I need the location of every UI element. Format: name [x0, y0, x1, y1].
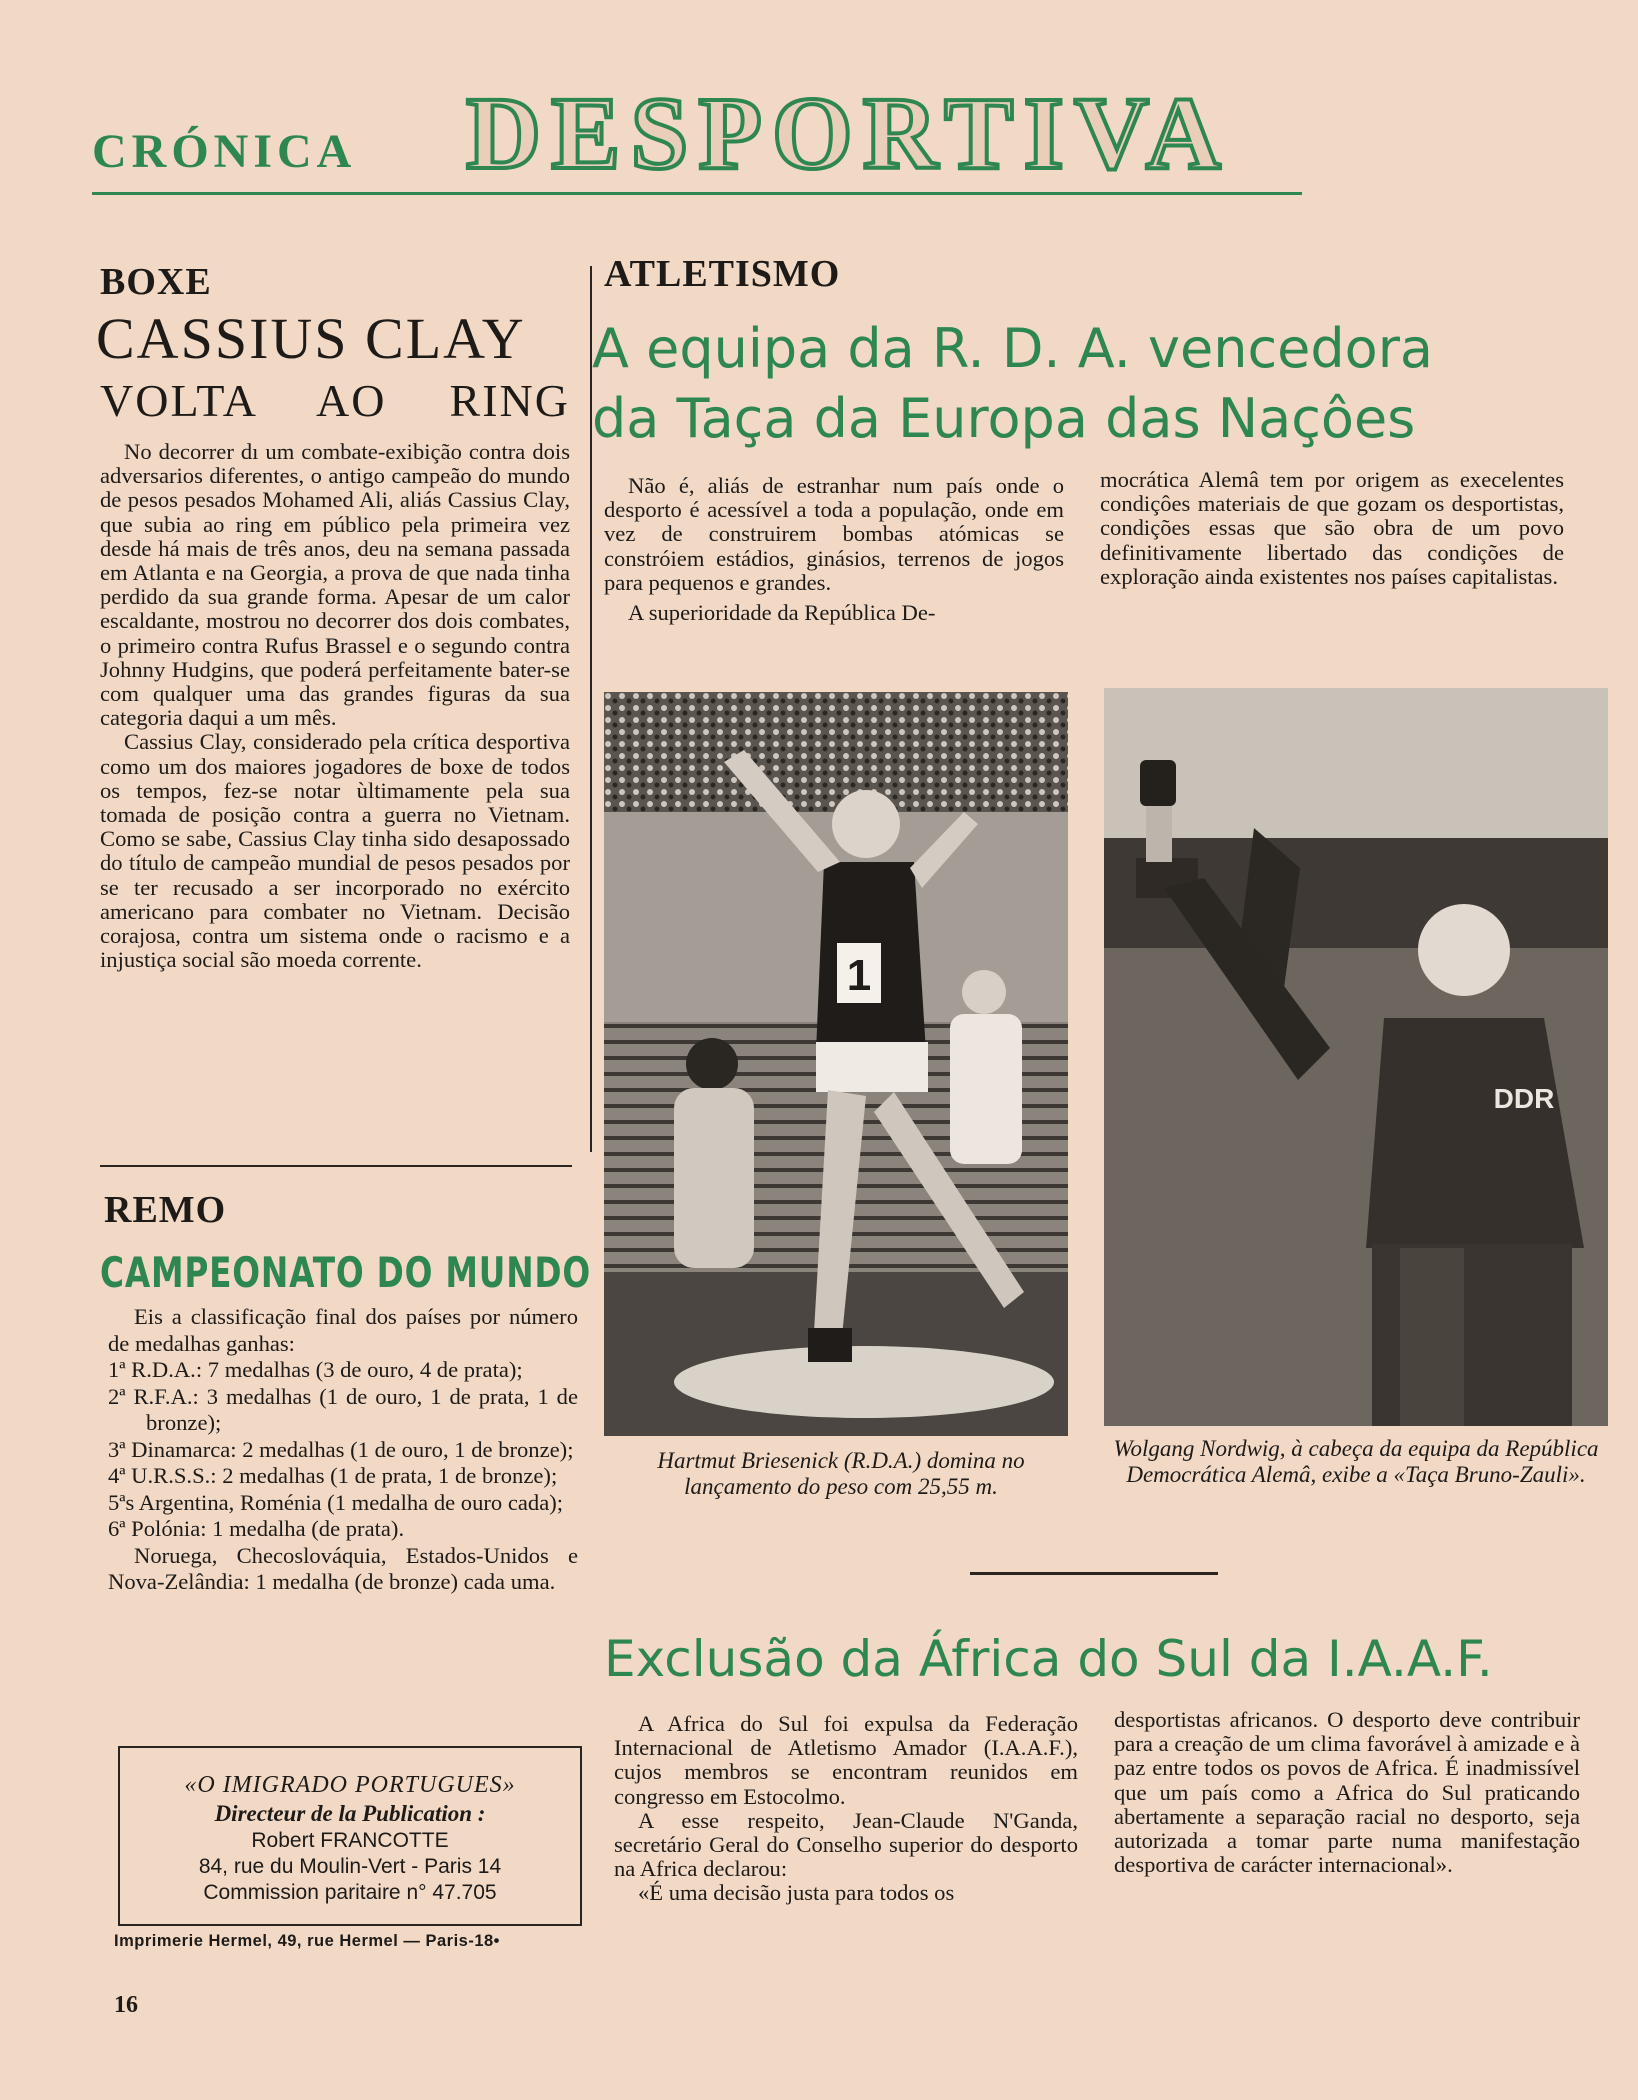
- atletismo-paragraph-3: mocrática Alemâ tem por origem as execelentes condiçôes materiais de que gozam os desportistas, condições essas que são obra de um povo definitivamente libertado das condições de exploração ainda existentes nos países capitalistas.: [1100, 467, 1564, 589]
- masthead-desportiva: DESPORTIVA: [466, 76, 1231, 191]
- commission-number: Commission paritaire n° 47.705: [203, 1881, 497, 1904]
- publication-address: 84, rue du Moulin-Vert - Paris 14: [198, 1855, 502, 1878]
- publication-name: «O IMIGRADO PORTUGUES»: [184, 1772, 516, 1798]
- shot-put-caption: Hartmut Briesenick (R.D.A.) domina no lançamento do peso com 25,55 m.: [657, 1448, 1025, 1499]
- masthead-rule: [92, 192, 1302, 195]
- director-label: Directeur de la Publication :: [214, 1801, 486, 1826]
- trophy-photo: [1104, 688, 1608, 1426]
- list-item: 3ª Dinamarca: 2 medalhas (1 de ouro, 1 de bronze);: [108, 1436, 574, 1462]
- atletismo-paragraph-2: A superioridade da República De-: [628, 600, 936, 626]
- remo-intro: Eis a classificação final dos países por número de medalhas ganhas:: [108, 1304, 578, 1356]
- trophy-caption: Wolgang Nordwig, à cabeça da equipa da República Democrática Alemâ, exibe a «Taça Bruno-Zauli».: [1113, 1436, 1599, 1487]
- section-separator-rule: [970, 1572, 1218, 1575]
- boxe-paragraph-1: No decorrer dı um combate-exibição contra dois adversarios diferentes, o antigo campeão do mundo de pesos pesados Mohamed Ali, aliás Cassius Clay, que subia ao ring em público pela primeira vez desde há mais de três anos, deu na semana passada em Atlanta e na Georgia, a prova de que nada tinha perdido da sua grande forma. Apesar de um calor escaldante, mostrou no decorrer dos dois combates, o primeiro contra Rufus Brassel e o segundo contra Johnny Hudgins, que poderá perfeitamente bater-se com qualquer uma das grandes figuras da sua categoria daqui a um mês.: [100, 439, 570, 731]
- atletismo-title-line1: A equipa da R. D. A. vencedora: [592, 317, 1433, 380]
- page-number: 16: [114, 1992, 138, 2018]
- medal-ranking-list: [108, 1357, 578, 1543]
- boxe-section-heading: BOXE: [100, 261, 212, 303]
- exclusao-column-2: [1114, 1708, 1580, 1877]
- printer-credit: Imprimerie Hermel, 49, rue Hermel — Paris-18•: [114, 1932, 500, 1950]
- atletismo-title-line2: da Taça da Europa das Naçôes: [592, 387, 1416, 450]
- list-item: 5ªs Argentina, Roménia (1 medalha de ouro cada);: [108, 1489, 564, 1515]
- list-item: 1ª R.D.A.: 7 medalhas (3 de ouro, 4 de prata);: [108, 1357, 523, 1382]
- remo-section-heading: REMO: [104, 1189, 227, 1231]
- publication-imprint-box: [118, 1746, 582, 1926]
- boxe-title-line1: CASSIUS CLAY: [96, 306, 526, 371]
- list-item: 6ª Polónia: 1 medalha (de prata).: [108, 1516, 405, 1541]
- shot-put-photo: [604, 692, 1068, 1436]
- list-item: 4ª U.R.S.S.: 2 medalhas (1 de prata, 1 de bronze);: [108, 1463, 558, 1488]
- masthead-cronica: CRÓNICA: [92, 125, 357, 178]
- jacket-lettering: DDR: [1493, 1083, 1555, 1114]
- list-item: 2ª R.F.A.: 3 medalhas (1 de ouro, 1 de prata, 1 de bronze);: [108, 1383, 578, 1435]
- exclusao-paragraph-4: desportistas africanos. O desporto deve contribuir para a creação de um clima favorável à amizade e à paz entre todos os povos de Africa. É inadmissível que um país como a Africa do Sul praticando abertamente a separação racial no desporto, seja autorizada a tomar parte numa manifestação desportiva de carácter internacional».: [1114, 1707, 1580, 1878]
- director-name: Robert FRANCOTTE: [251, 1829, 449, 1852]
- exclusao-paragraph-3: «É uma decisão justa para todos os: [638, 1880, 955, 1906]
- bib-number: 1: [846, 951, 872, 1000]
- exclusao-column-1: [614, 1712, 1078, 1906]
- atletismo-column-1: [604, 474, 1064, 625]
- atletismo-column-2: [1100, 468, 1564, 589]
- atletismo-paragraph-1: Não é, aliás de estranhar num país onde o desporto é acessível a toda a população, onde em vez de construirem bombas atómicas se constróiem estádios, ginásios, terrenos de jogos para pequenos e grandes.: [604, 473, 1064, 595]
- atletismo-section-heading: ATLETISMO: [604, 253, 841, 295]
- exclusao-title: Exclusão da África do Sul da I.A.A.F.: [604, 1630, 1493, 1688]
- boxe-paragraph-2: Cassius Clay, considerado pela crítica desportiva como um dos maiores jogadores de boxe de todos os tempos, fez-se notar ùltimamente pela sua tomada de posição contra a guerra no Vietnam. Como se sabe, Cassius Clay tinha sido desapossado do título de campeão mundial de pesos pesados por se ter recusado a ser incorporado no exército americano para combater no Vietnam. Decisão corajosa, contra um sistema onde o racismo e a injustiça social são moeda corrente.: [100, 729, 570, 973]
- exclusao-paragraph-1: A Africa do Sul foi expulsa da Federação Internacional de Atletismo Amador (I.A.A.F.), cujos membros se encontram reunidos em congresso em Estocolmo.: [614, 1711, 1078, 1809]
- remo-subtitle: CAMPEONATO DO MUNDO: [100, 1248, 591, 1297]
- remo-outro: Noruega, Checoslováquia, Estados-Unidos e Nova-Zelândia: 1 medalha (de bronze) cada uma.: [108, 1542, 578, 1594]
- boxe-article: [100, 440, 570, 972]
- exclusao-paragraph-2: A esse respeito, Jean-Claude N'Ganda, secretário Geral do Conselho superior do desporto na Africa declarou:: [614, 1807, 1078, 1882]
- left-section-rule: [100, 1165, 572, 1167]
- boxe-title-line2: VOLTA AO RING: [100, 375, 570, 426]
- remo-article: [108, 1304, 578, 1596]
